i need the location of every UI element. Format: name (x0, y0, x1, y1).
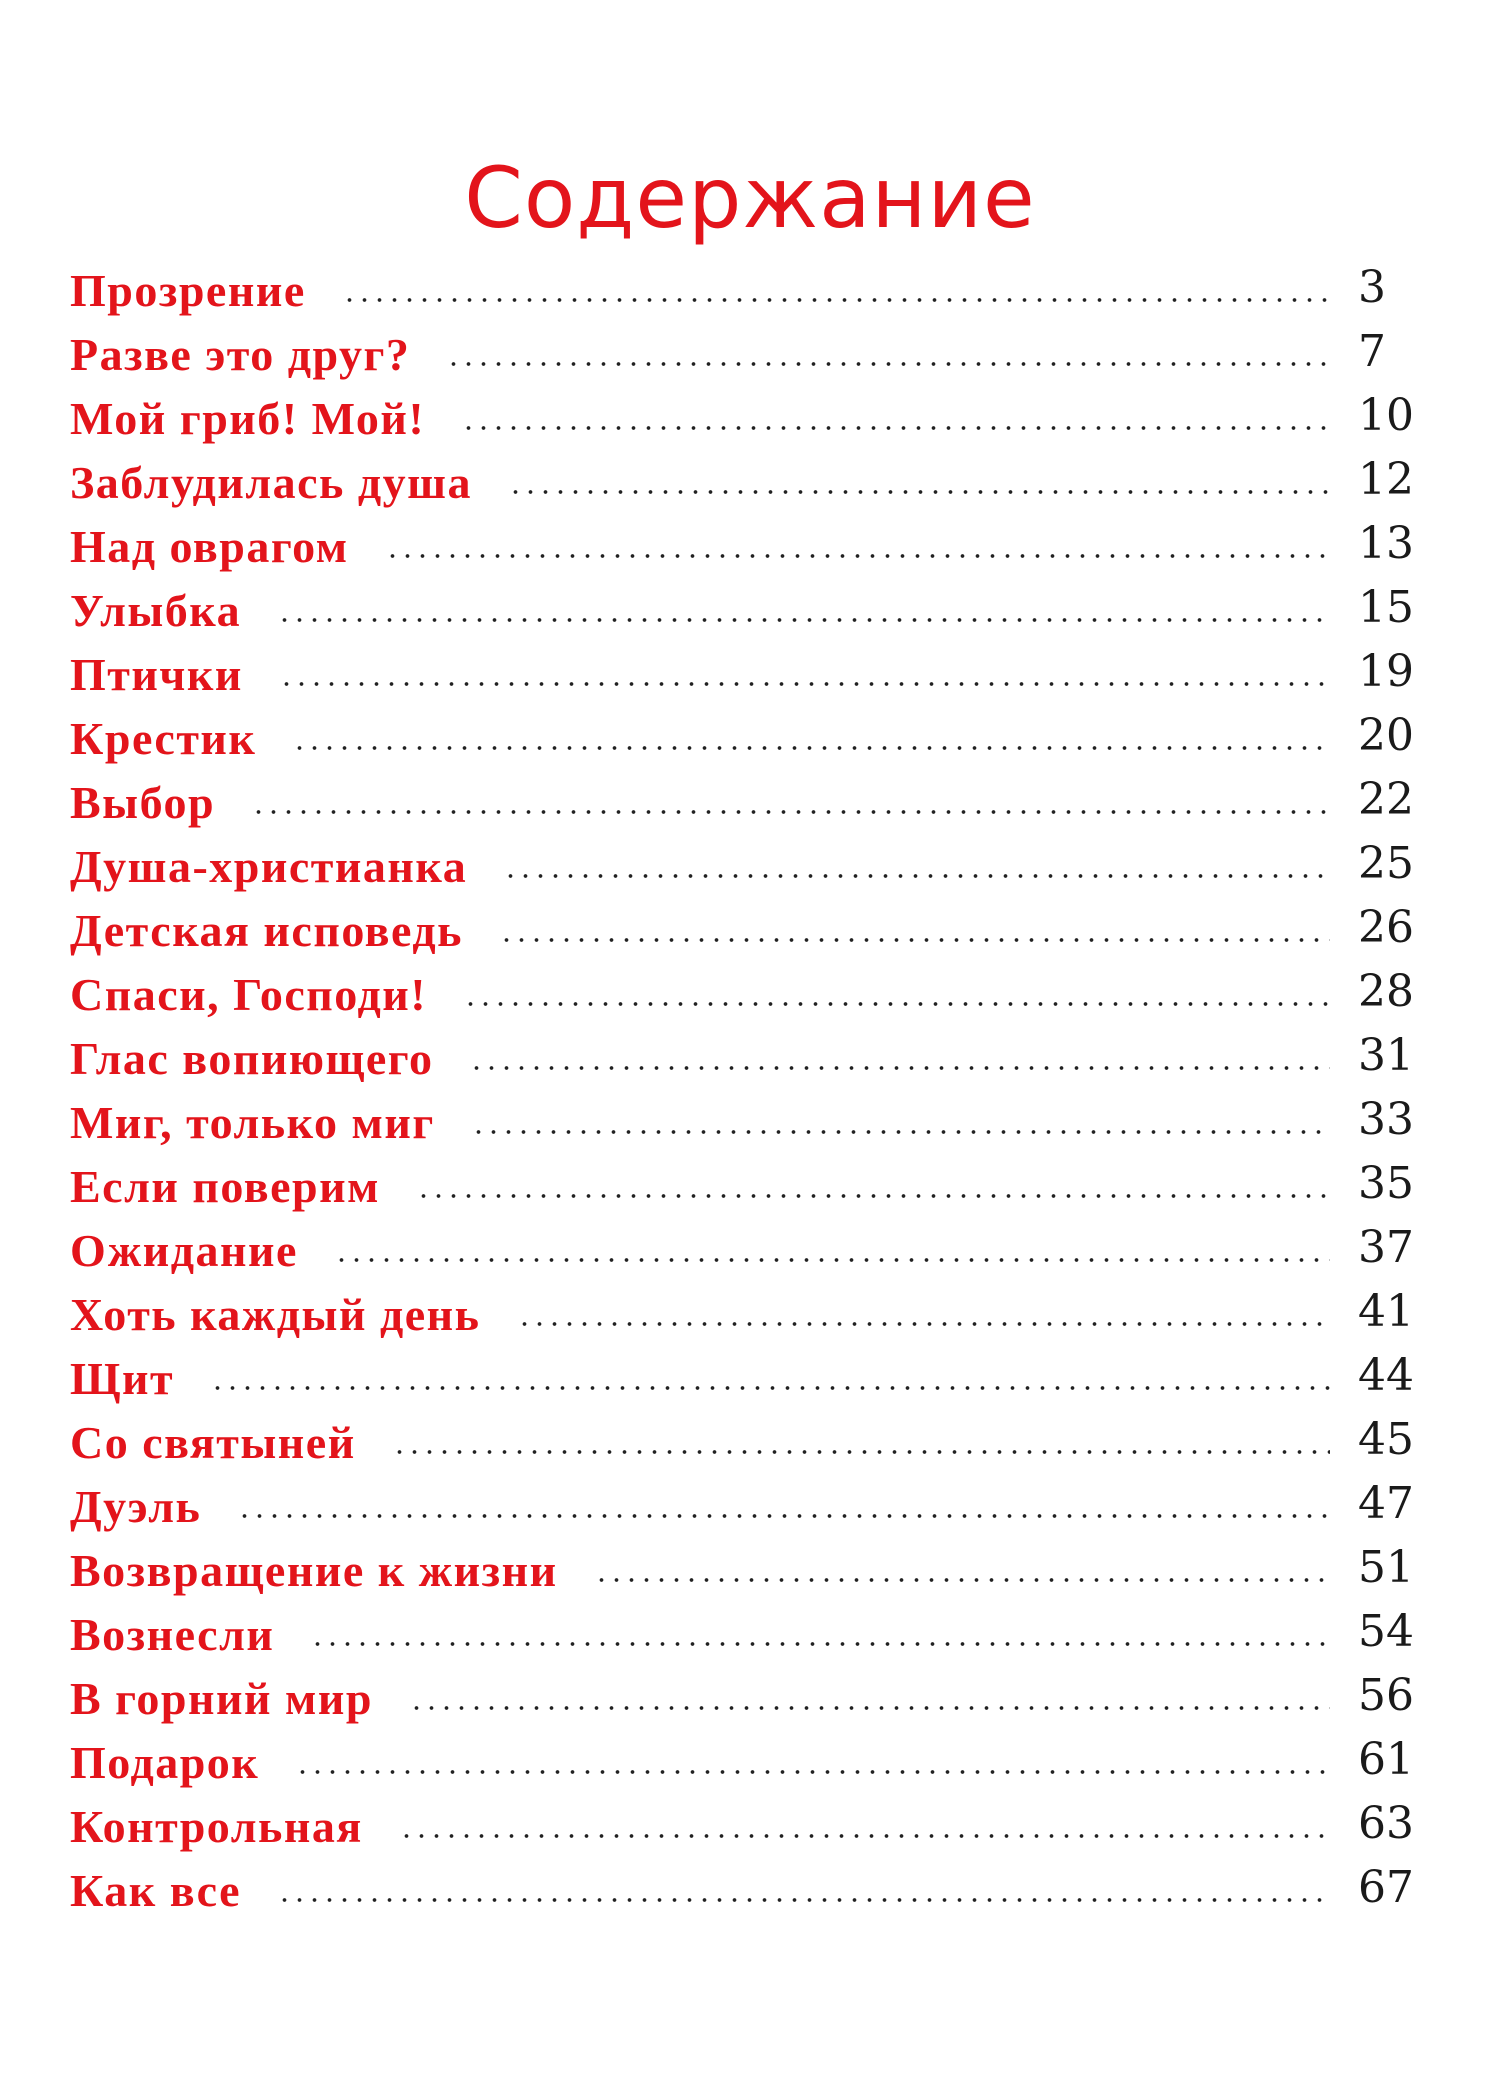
dot-leader (409, 1702, 1330, 1714)
dot-leader (279, 678, 1330, 690)
toc-entry[interactable] (70, 320, 1420, 384)
toc-page-number: 13 (1358, 518, 1414, 569)
toc-entry-title: Хоть каждый день (70, 1289, 481, 1340)
toc-page-number: 47 (1358, 1478, 1414, 1529)
dot-leader (277, 614, 1330, 626)
toc-page-number: 26 (1358, 902, 1414, 953)
dot-leader (399, 1830, 1330, 1842)
toc-entry[interactable] (70, 1856, 1420, 1920)
toc-page-number: 28 (1358, 966, 1414, 1017)
dot-leader (392, 1446, 1330, 1458)
dot-leader (385, 550, 1330, 562)
toc-entry-title: Контрольная (70, 1801, 363, 1852)
dot-leader (295, 1766, 1330, 1778)
toc-page-number: 7 (1358, 326, 1386, 377)
table-of-contents (70, 256, 1420, 1920)
toc-page-number: 67 (1358, 1862, 1414, 1913)
toc-entry[interactable] (70, 1600, 1420, 1664)
dot-leader (277, 1894, 1330, 1906)
toc-entry[interactable] (70, 1216, 1420, 1280)
dot-leader (508, 486, 1330, 498)
toc-page-number: 63 (1358, 1798, 1414, 1849)
toc-entry[interactable] (70, 960, 1420, 1024)
toc-entry-title: Заблудилась душа (70, 457, 472, 508)
toc-page-number: 15 (1358, 582, 1414, 633)
toc-page-number: 12 (1358, 454, 1414, 505)
toc-entry[interactable] (70, 832, 1420, 896)
toc-entry[interactable] (70, 1088, 1420, 1152)
toc-entry-title: Над оврагом (70, 521, 349, 572)
toc-entry-title: Если поверим (70, 1161, 380, 1212)
toc-entry[interactable] (70, 1728, 1420, 1792)
dot-leader (416, 1190, 1330, 1202)
toc-entry[interactable] (70, 896, 1420, 960)
toc-page-number: 3 (1358, 262, 1386, 313)
toc-entry-title: Детская исповедь (70, 905, 463, 956)
toc-entry-title: Подарок (70, 1737, 260, 1788)
toc-page-number: 56 (1358, 1670, 1414, 1721)
toc-entry-title: Мой гриб! Мой! (70, 393, 426, 444)
toc-entry[interactable] (70, 1472, 1420, 1536)
dot-leader (292, 742, 1330, 754)
toc-page-number: 22 (1358, 774, 1414, 825)
toc-entry-title: Со святыней (70, 1417, 356, 1468)
toc-entry[interactable] (70, 1664, 1420, 1728)
dot-leader (342, 294, 1330, 306)
toc-entry[interactable] (70, 576, 1420, 640)
toc-entry-title: Дуэль (70, 1481, 202, 1532)
dot-leader (503, 870, 1330, 882)
toc-entry[interactable] (70, 256, 1420, 320)
toc-entry[interactable] (70, 1536, 1420, 1600)
dot-leader (446, 358, 1330, 370)
toc-entry[interactable] (70, 1344, 1420, 1408)
toc-page-number: 33 (1358, 1094, 1414, 1145)
toc-entry-title: Улыбка (70, 585, 242, 636)
toc-page-number: 44 (1358, 1350, 1414, 1401)
toc-entry[interactable] (70, 1280, 1420, 1344)
toc-entry-title: Как все (70, 1865, 242, 1916)
toc-entry-title: Прозрение (70, 265, 306, 316)
toc-entry[interactable] (70, 1024, 1420, 1088)
dot-leader (461, 422, 1330, 434)
toc-entry[interactable] (70, 512, 1420, 576)
toc-entry-title: Глас вопиющего (70, 1033, 434, 1084)
toc-page-number: 45 (1358, 1414, 1414, 1465)
dot-leader (594, 1574, 1330, 1586)
dot-leader (517, 1318, 1331, 1330)
toc-entry-title: Душа-христианка (70, 841, 468, 892)
dot-leader (237, 1510, 1330, 1522)
toc-entry-title: Возвращение к жизни (70, 1545, 558, 1596)
toc-page-number: 51 (1358, 1542, 1414, 1593)
toc-entry[interactable] (70, 1792, 1420, 1856)
dot-leader (463, 998, 1330, 1010)
toc-page-number: 20 (1358, 710, 1414, 761)
toc-entry[interactable] (70, 1152, 1420, 1216)
toc-entry-title: Птички (70, 649, 243, 700)
toc-entry[interactable] (70, 1408, 1420, 1472)
dot-leader (210, 1382, 1330, 1394)
toc-entry-title: Выбор (70, 777, 216, 828)
toc-entry-title: Ожидание (70, 1225, 298, 1276)
toc-entry-title: Щит (70, 1353, 175, 1404)
toc-entry-title: Миг, только миг (70, 1097, 435, 1148)
toc-page-number: 31 (1358, 1030, 1414, 1081)
dot-leader (251, 806, 1330, 818)
toc-entry-title: Крестик (70, 713, 257, 764)
toc-entry[interactable] (70, 640, 1420, 704)
toc-page-number: 19 (1358, 646, 1414, 697)
toc-entry[interactable] (70, 384, 1420, 448)
dot-leader (310, 1638, 1330, 1650)
toc-entry-title: Спаси, Господи! (70, 969, 428, 1020)
toc-entry-title: Вознесли (70, 1609, 275, 1660)
toc-page-number: 61 (1358, 1734, 1414, 1785)
toc-page-number: 35 (1358, 1158, 1414, 1209)
dot-leader (334, 1254, 1330, 1266)
toc-page-number: 10 (1358, 390, 1414, 441)
dot-leader (471, 1126, 1330, 1138)
toc-page-number: 41 (1358, 1286, 1414, 1337)
toc-entry[interactable] (70, 448, 1420, 512)
dot-leader (469, 1062, 1330, 1074)
toc-page-number: 25 (1358, 838, 1414, 889)
toc-page-number: 37 (1358, 1222, 1414, 1273)
page-title: Содержание (464, 149, 1036, 248)
toc-page-number: 54 (1358, 1606, 1414, 1657)
toc-entry-title: В горний мир (70, 1673, 373, 1724)
toc-entry-title: Разве это друг? (70, 329, 411, 380)
toc-entry[interactable] (70, 768, 1420, 832)
dot-leader (499, 934, 1330, 946)
toc-entry[interactable] (70, 704, 1420, 768)
